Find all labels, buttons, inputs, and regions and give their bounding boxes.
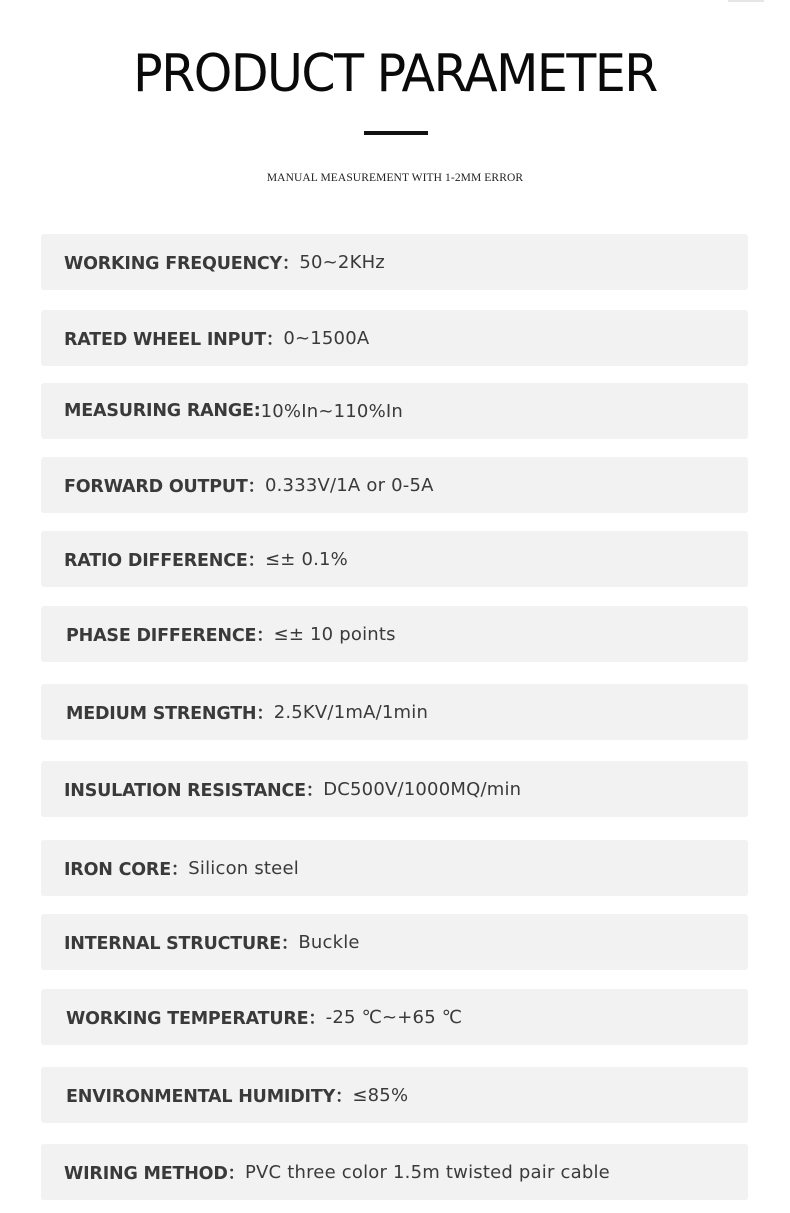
param-value: 2.5KV/1mA/1min bbox=[273, 701, 429, 723]
param-value: PVC three color 1.5m twisted pair cable bbox=[244, 1161, 610, 1183]
param-label: INSULATION RESISTANCE： bbox=[64, 780, 324, 801]
param-value: ≤± 0.1% bbox=[264, 548, 348, 570]
param-row-insulation-resistance bbox=[41, 761, 748, 817]
param-label: IRON CORE： bbox=[64, 859, 189, 880]
param-label: INTERNAL STRUCTURE： bbox=[64, 933, 299, 954]
param-label: RATED WHEEL INPUT： bbox=[64, 329, 284, 350]
param-value: 0~1500A bbox=[283, 327, 370, 349]
param-value: ≤85% bbox=[352, 1084, 409, 1106]
param-row-working-temperature bbox=[41, 989, 748, 1045]
param-value: Silicon steel bbox=[188, 857, 299, 879]
param-value: Buckle bbox=[298, 931, 360, 953]
param-label: FORWARD OUTPUT： bbox=[64, 476, 265, 497]
param-label: WORKING TEMPERATURE： bbox=[66, 1008, 326, 1029]
param-row-iron-core bbox=[41, 840, 748, 896]
page-title: PRODUCT PARAMETER bbox=[133, 43, 657, 104]
param-row-measuring-range bbox=[41, 383, 748, 439]
param-label: WIRING METHOD： bbox=[64, 1163, 245, 1184]
param-value: 0.333V/1A or 0-5A bbox=[264, 474, 434, 496]
param-row-forward-output bbox=[41, 457, 748, 513]
param-label: PHASE DIFFERENCE： bbox=[66, 625, 274, 646]
page-subtitle: MANUAL MEASUREMENT WITH 1-2MM ERROR bbox=[266, 172, 524, 184]
param-value: 10%In~110%In bbox=[260, 400, 403, 422]
param-label: WORKING FREQUENCY： bbox=[64, 253, 300, 274]
param-label: MEASURING RANGE: bbox=[64, 401, 261, 421]
param-label: RATIO DIFFERENCE： bbox=[64, 550, 265, 571]
param-value: ≤± 10 points bbox=[273, 623, 396, 645]
param-label: MEDIUM STRENGTH： bbox=[66, 703, 274, 724]
param-label: ENVIRONMENTAL HUMIDITY： bbox=[66, 1086, 353, 1107]
param-value: -25 ℃~+65 ℃ bbox=[325, 1006, 463, 1028]
param-row-working-frequency bbox=[41, 234, 748, 290]
param-value: DC500V/1000MQ/min bbox=[323, 778, 522, 800]
param-row-phase-difference bbox=[41, 606, 748, 662]
param-value: 50~2KHz bbox=[299, 251, 385, 273]
param-row-medium-strength bbox=[41, 684, 748, 740]
param-row-environmental-humidity bbox=[41, 1067, 748, 1123]
param-row-internal-structure bbox=[41, 914, 748, 970]
param-row-rated-wheel-input bbox=[41, 310, 748, 366]
param-row-ratio-difference bbox=[41, 531, 748, 587]
param-row-wiring-method bbox=[41, 1144, 748, 1200]
